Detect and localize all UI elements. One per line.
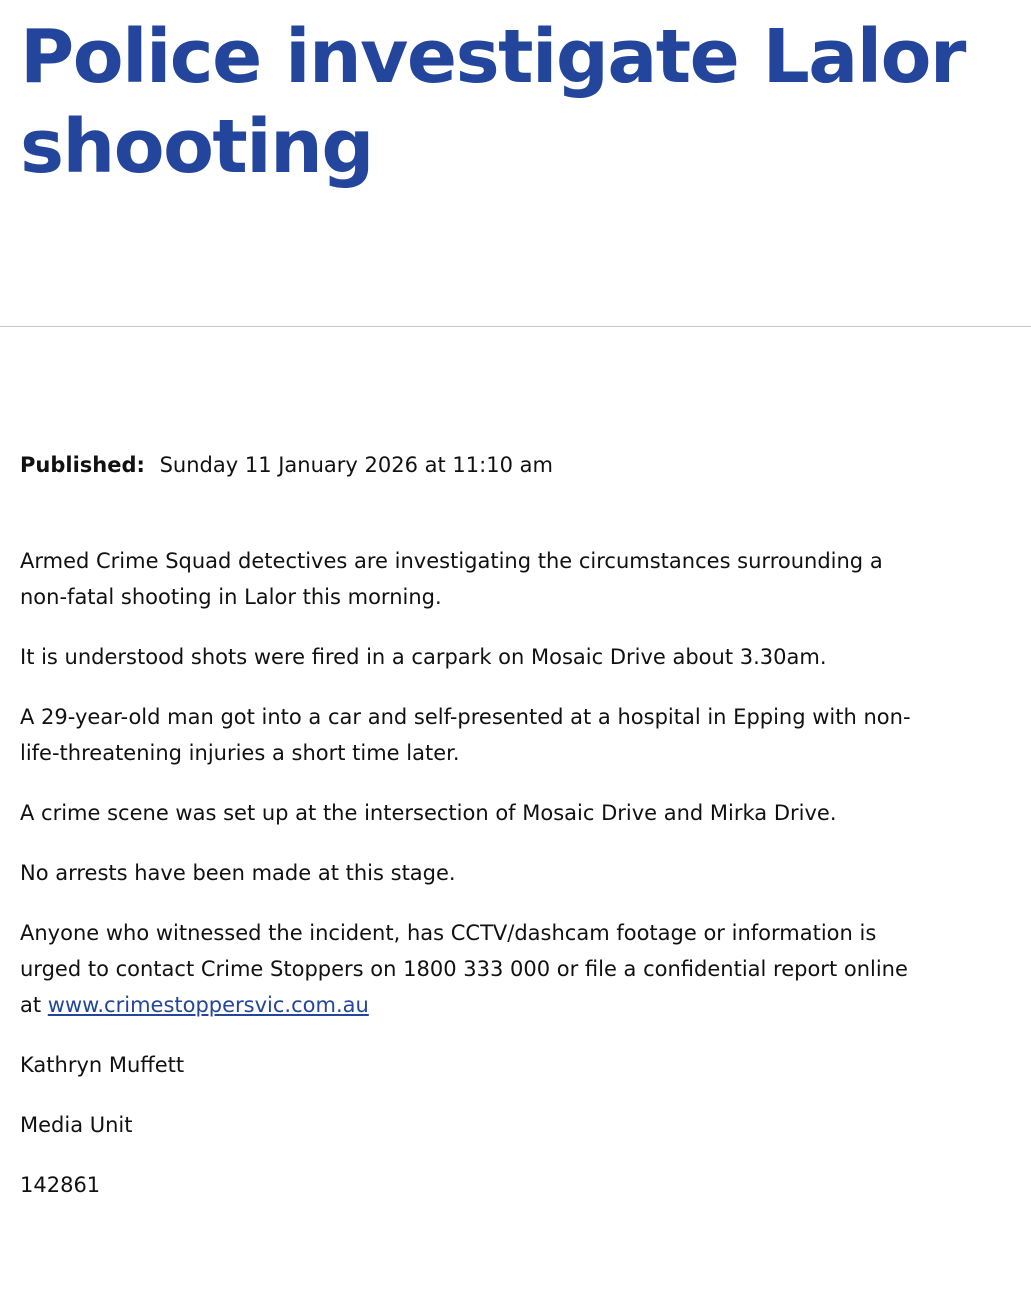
published-line <box>20 447 920 483</box>
paragraph: A crime scene was set up at the intersection of Mosaic Drive and Mirka Drive. <box>20 801 837 825</box>
page-title: Police investigate Lalor shooting <box>20 14 965 190</box>
media-unit: Media Unit <box>20 1113 133 1137</box>
appeal-text: Anyone who witnessed the incident, has CCTV/dashcam footage or information is urged to contact Crime Stoppers on 1800 333 000 or file a confidential report online at <box>20 921 908 1017</box>
published-date: Sunday 11 January 2026 at 11:10 am <box>159 453 553 477</box>
paragraph: It is understood shots were fired in a carpark on Mosaic Drive about 3.30am. <box>20 645 827 669</box>
author-name: Kathryn Muffett <box>20 1053 185 1077</box>
crime-stoppers-link[interactable]: www.crimestoppersvic.com.au <box>47 993 369 1017</box>
paragraph: No arrests have been made at this stage. <box>20 861 456 885</box>
published-label: Published: <box>20 453 145 477</box>
article-body <box>20 447 920 1227</box>
paragraph: Armed Crime Squad detectives are investigating the circumstances surrounding a non-fatal shooting in Lalor this morning. <box>20 549 883 609</box>
paragraph: A 29-year-old man got into a car and self-presented at a hospital in Epping with non-life-threatening injuries a short time later. <box>20 705 911 765</box>
appeal-paragraph <box>20 915 920 1023</box>
header-divider <box>0 326 1031 327</box>
reference-number: 142861 <box>20 1173 101 1197</box>
